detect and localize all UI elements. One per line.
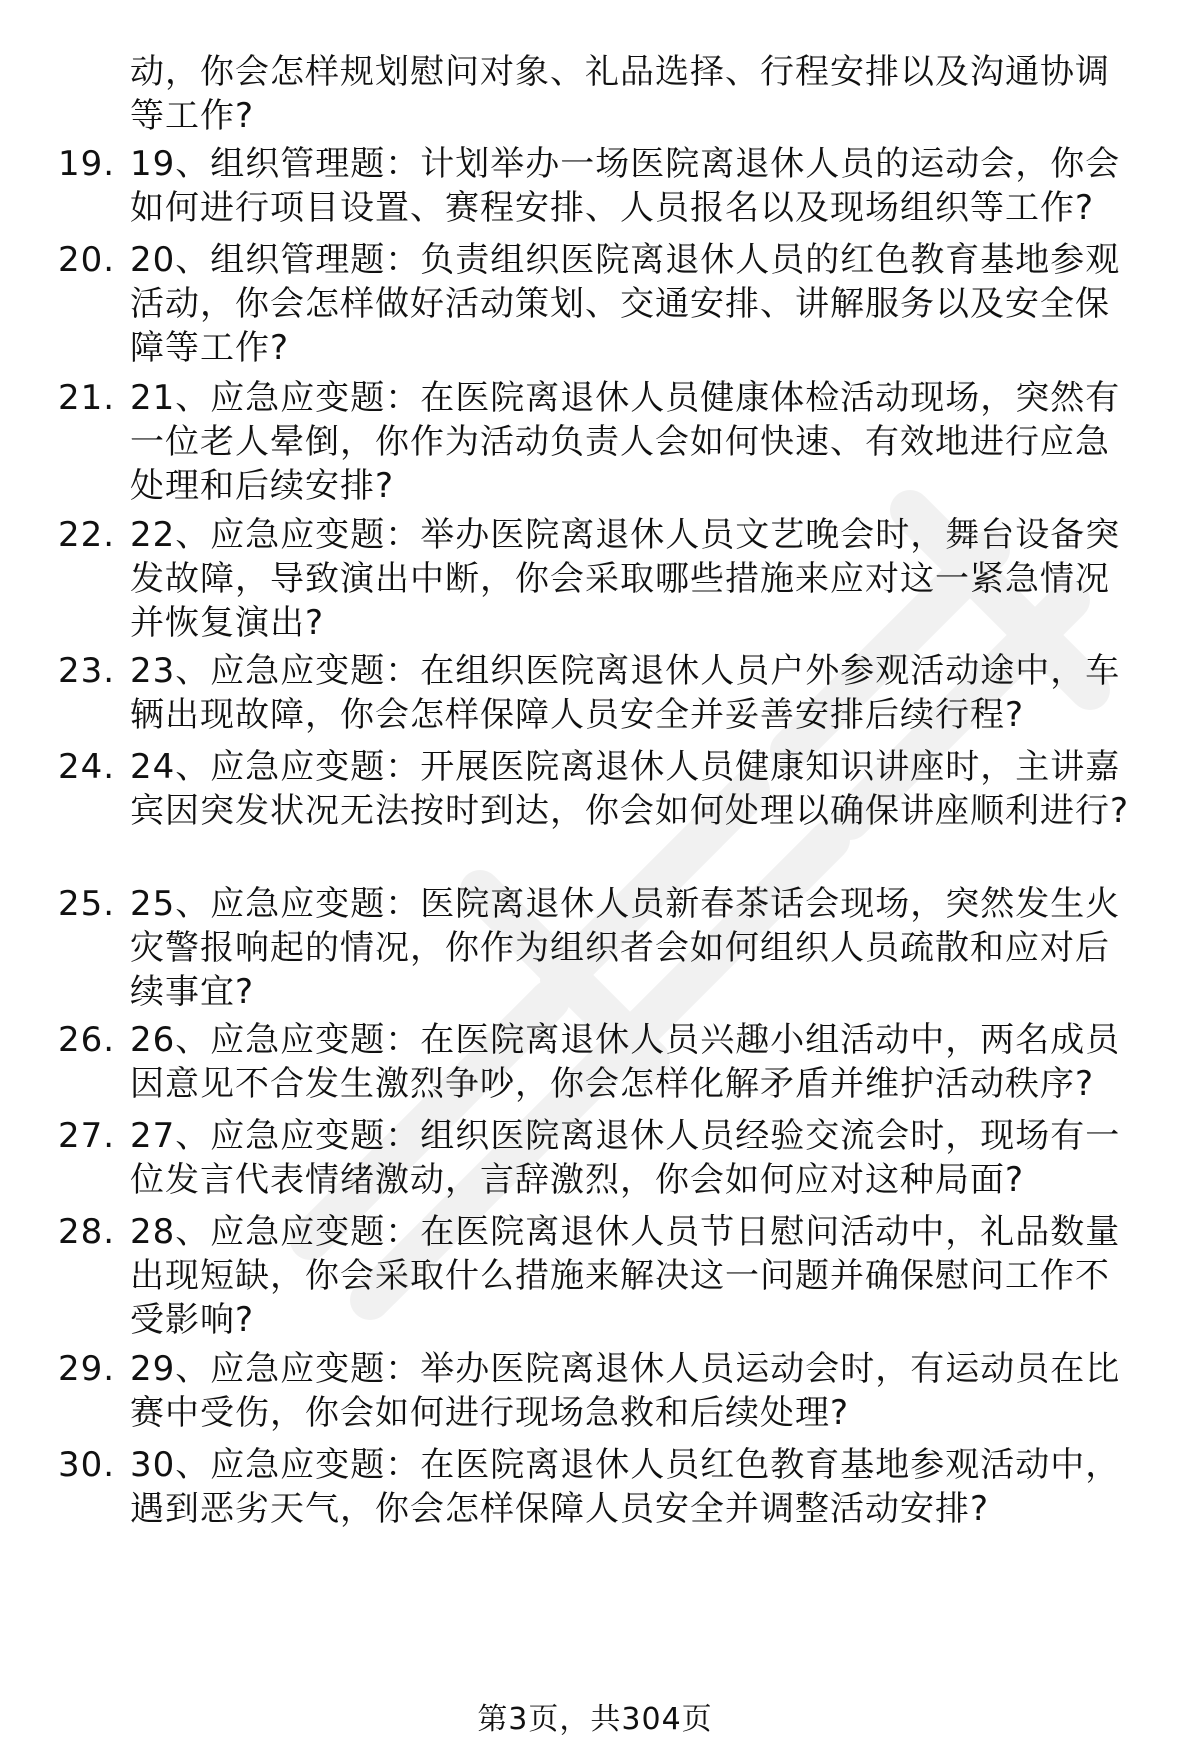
list-item-number: 19.	[58, 144, 116, 184]
list-item-text: 29、应急应变题：举办医院离退休人员运动会时，有运动员在比赛中受伤，你会如何进行现场急救和后续处理?	[130, 1349, 1121, 1433]
list-item	[58, 1210, 1143, 1342]
list-item	[58, 1018, 1143, 1106]
list-item-number: 22.	[58, 515, 116, 555]
list-item-text: 24、应急应变题：开展医院离退休人员健康知识讲座时，主讲嘉宾因突发状况无法按时到达，你会如何处理以确保讲座顺利进行?	[130, 747, 1130, 831]
list-item-number: 25.	[58, 884, 116, 924]
list-item-text: 21、应急应变题：在医院离退休人员健康体检活动现场，突然有一位老人晕倒，你作为活动负责人会如何快速、有效地进行应急处理和后续安排?	[130, 378, 1121, 506]
list-item-text: 25、应急应变题：医院离退休人员新春茶话会现场，突然发生火灾警报响起的情况，你作为组织者会如何组织人员疏散和应对后续事宜?	[130, 884, 1121, 1012]
list-item-number: 20.	[58, 240, 116, 280]
list-item-text: 19、组织管理题：计划举办一场医院离退休人员的运动会，你会如何进行项目设置、赛程安排、人员报名以及现场组织等工作?	[130, 144, 1121, 228]
list-item-number: 28.	[58, 1212, 116, 1252]
list-item-number: 23.	[58, 651, 116, 691]
list-item-text: 23、应急应变题：在组织医院离退休人员户外参观活动途中，车辆出现故障，你会怎样保障人员安全并妥善安排后续行程?	[130, 651, 1121, 735]
list-item	[58, 238, 1143, 370]
list-item	[58, 882, 1143, 1014]
list-item	[58, 745, 1143, 833]
list-item	[58, 649, 1143, 737]
list-item	[58, 376, 1143, 508]
list-item-number: 27.	[58, 1116, 116, 1156]
list-item	[58, 1443, 1143, 1531]
list-item-text: 26、应急应变题：在医院离退休人员兴趣小组活动中，两名成员因意见不合发生激烈争吵，你会怎样化解矛盾并维护活动秩序?	[130, 1020, 1121, 1104]
continuation-paragraph: 动，你会怎样规划慰问对象、礼品选择、行程安排以及沟通协调等工作?	[130, 52, 1110, 136]
list-item-text: 27、应急应变题：组织医院离退休人员经验交流会时，现场有一位发言代表情绪激动，言辞激烈，你会如何应对这种局面?	[130, 1116, 1121, 1200]
list-item-text: 22、应急应变题：举办医院离退休人员文艺晚会时，舞台设备突发故障，导致演出中断，你会采取哪些措施来应对这一紧急情况并恢复演出?	[130, 515, 1121, 643]
list-item-text: 20、组织管理题：负责组织医院离退休人员的红色教育基地参观活动，你会怎样做好活动策划、交通安排、讲解服务以及安全保障等工作?	[130, 240, 1121, 368]
page-number-label: 第3页，共304页	[477, 1702, 713, 1737]
list-item-number: 30.	[58, 1445, 116, 1485]
list-item-text: 30、应急应变题：在医院离退休人员红色教育基地参观活动中，遇到恶劣天气，你会怎样保障人员安全并调整活动安排?	[130, 1445, 1121, 1529]
list-item	[58, 1114, 1143, 1202]
list-item	[58, 1347, 1143, 1435]
list-item-text: 28、应急应变题：在医院离退休人员节日慰问活动中，礼品数量出现短缺，你会采取什么措施来解决这一问题并确保慰问工作不受影响?	[130, 1212, 1121, 1340]
list-item-number: 24.	[58, 747, 116, 787]
list-item	[58, 513, 1143, 645]
list-item	[58, 142, 1143, 230]
page-footer	[0, 1700, 1190, 1740]
list-item-number: 21.	[58, 378, 116, 418]
list-item-number: 29.	[58, 1349, 116, 1389]
list-item-number: 26.	[58, 1020, 116, 1060]
